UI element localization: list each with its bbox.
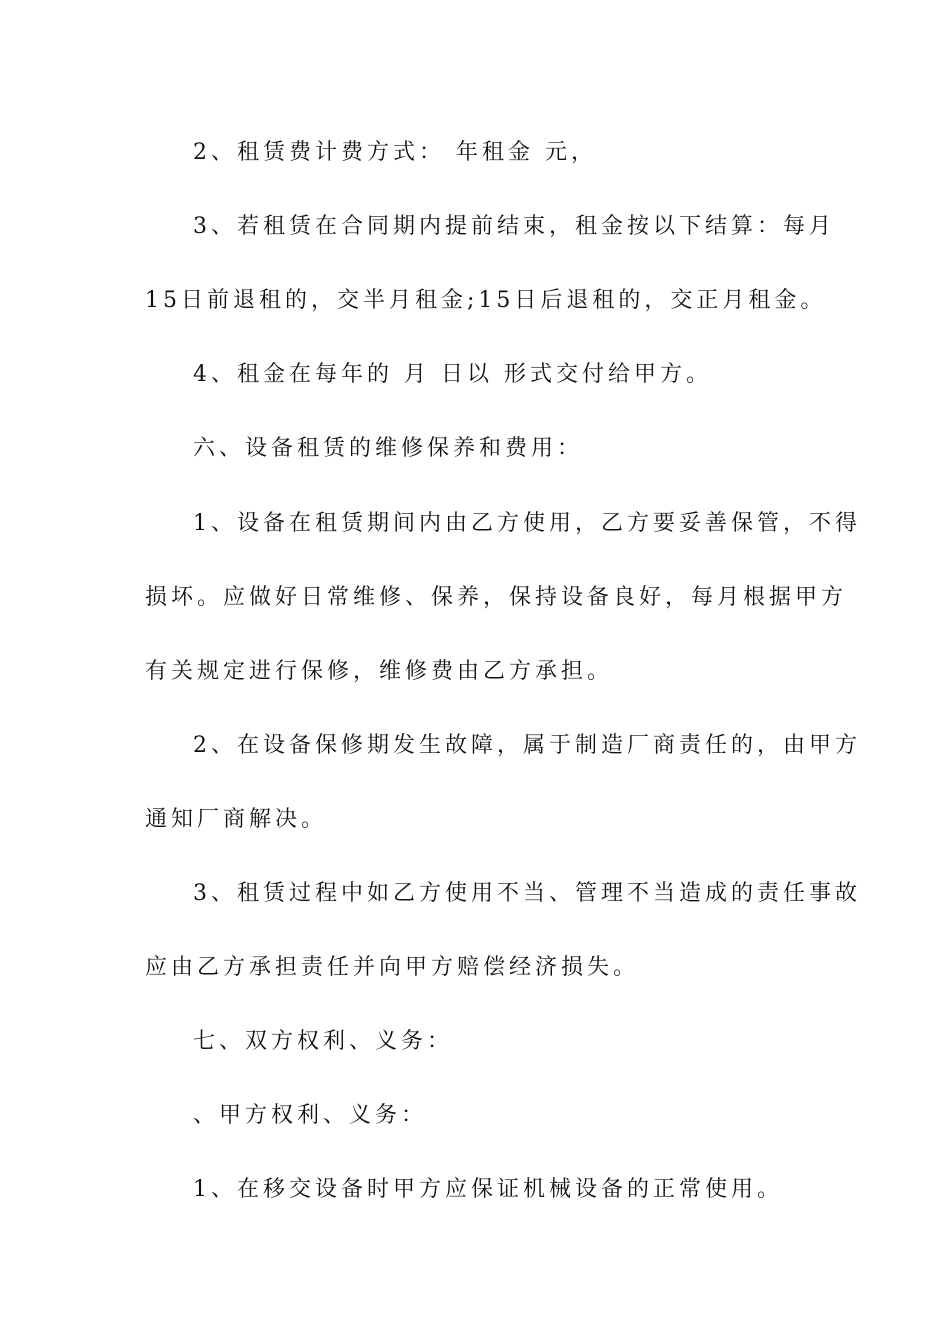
- subheading-party-a-rights: 、甲方权利、义务：: [193, 1103, 428, 1128]
- text-line-payment-date: 4、租金在每年的 月 日以 形式交付给甲方。: [193, 362, 712, 387]
- text-line-early-termination-cont: 15日前退租的，交半月租金;15日后退租的，交正月租金。: [145, 288, 827, 313]
- text-line-maintenance-1-cont: 损坏。应做好日常维修、保养，保持设备良好，每月根据甲方: [145, 585, 848, 610]
- section-heading-maintenance: 六、设备租赁的维修保养和费用：: [193, 436, 584, 461]
- text-line-maintenance-1-end: 有关规定进行保修，维修费由乙方承担。: [145, 659, 614, 684]
- text-line-early-termination: 3、若租赁在合同期内提前结束，租金按以下结算：每月: [193, 214, 835, 239]
- text-line-maintenance-2: 2、在设备保修期发生故障，属于制造厂商责任的，由甲方: [193, 733, 861, 758]
- section-heading-rights: 七、双方权利、义务：: [193, 1029, 454, 1054]
- text-line-maintenance-2-cont: 通知厂商解决。: [145, 807, 328, 832]
- text-line-maintenance-3-cont: 应由乙方承担责任并向甲方赔偿经济损失。: [145, 955, 640, 980]
- text-line-maintenance-3: 3、租赁过程中如乙方使用不当、管理不当造成的责任事故: [193, 881, 861, 906]
- text-line-maintenance-1: 1、设备在租赁期间内由乙方使用，乙方要妥善保管，不得: [193, 511, 861, 536]
- text-line-rent-calculation: 2、租赁费计费方式： 年租金 元，: [193, 140, 597, 165]
- text-line-party-a-1: 1、在移交设备时甲方应保证机械设备的正常使用。: [193, 1177, 783, 1202]
